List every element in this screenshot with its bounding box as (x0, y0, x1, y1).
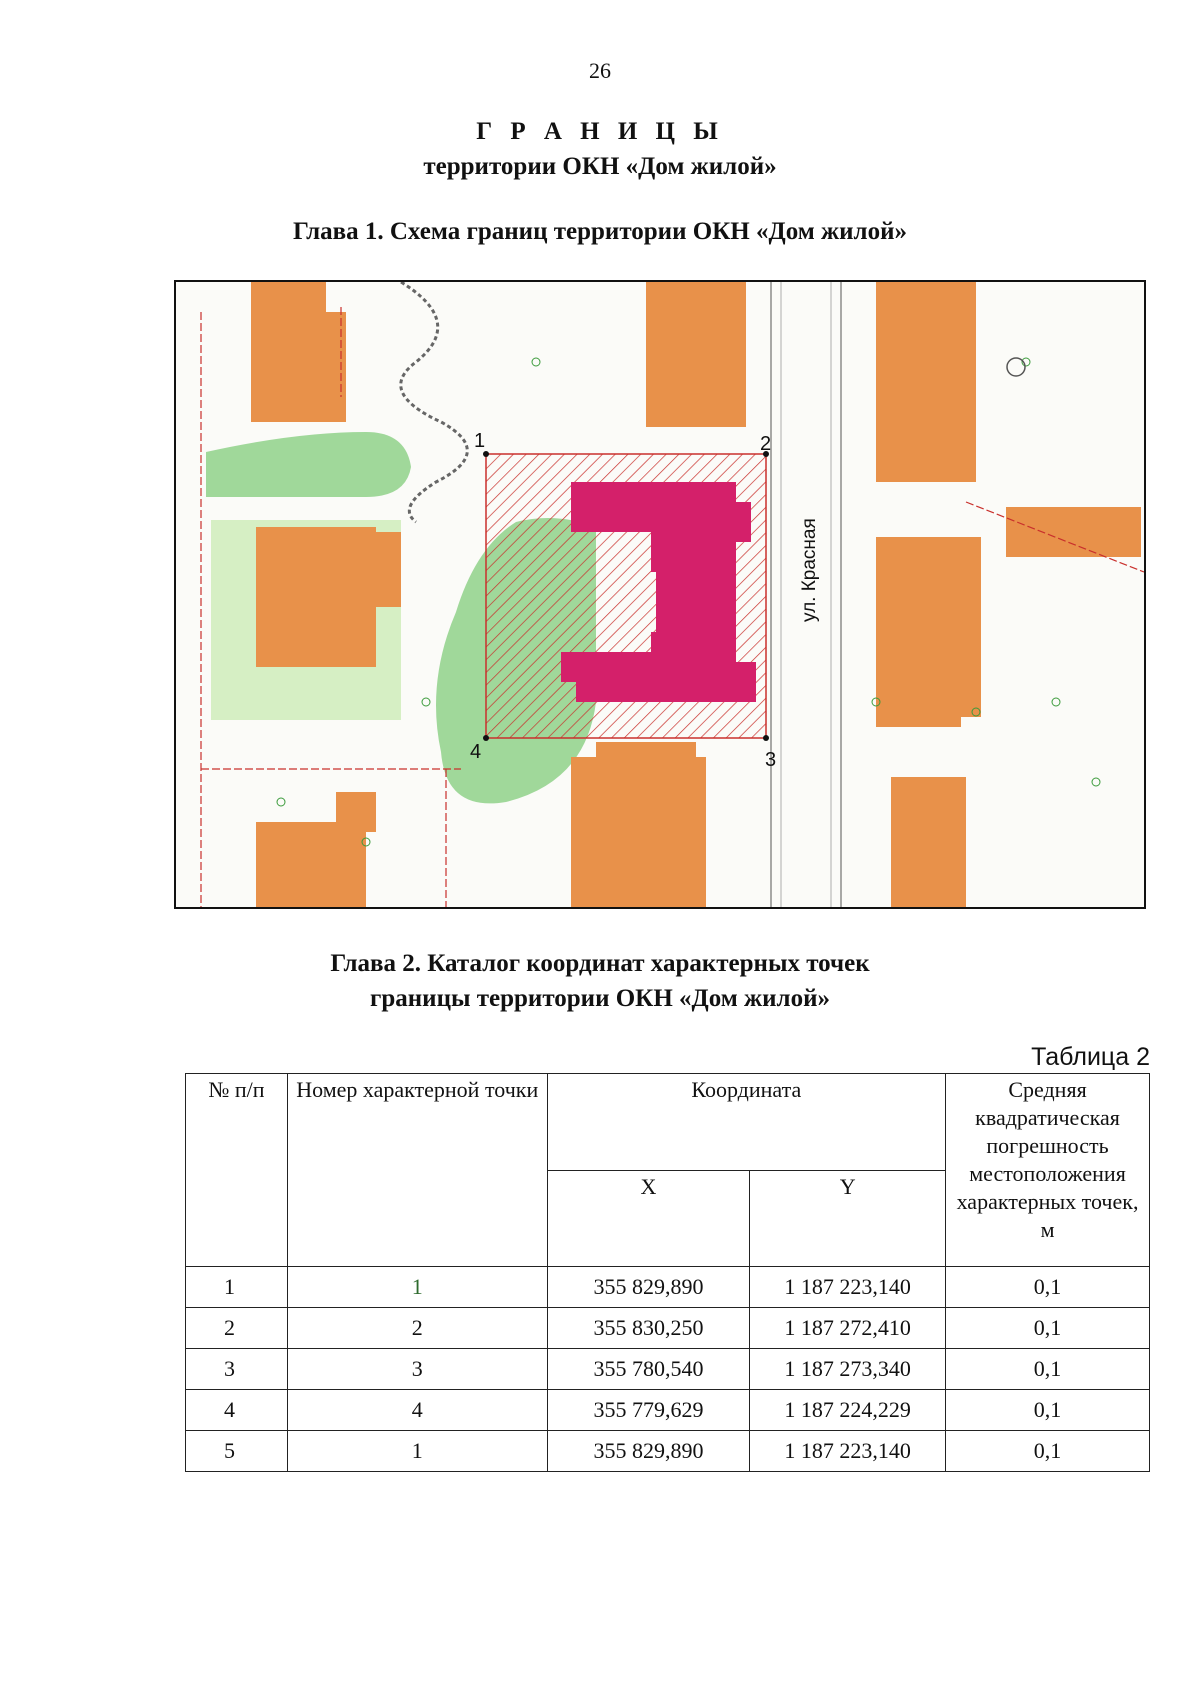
cell-no: 2 (186, 1308, 288, 1349)
cell-point: 2 (287, 1308, 547, 1349)
cell-no: 5 (186, 1431, 288, 1472)
point-4-marker (483, 735, 489, 741)
chapter-2-title-line2: границы территории ОКН «Дом жилой» (370, 985, 830, 1012)
cell-error: 0,1 (946, 1267, 1150, 1308)
header-x: X (547, 1170, 750, 1267)
cell-no: 1 (186, 1267, 288, 1308)
cell-point: 3 (287, 1349, 547, 1390)
chapter-2-title (0, 946, 1200, 1016)
header-no: № п/п (186, 1074, 288, 1267)
cell-x: 355 829,890 (547, 1267, 750, 1308)
footpath (401, 282, 468, 522)
page-number: 26 (589, 58, 611, 83)
street-label: ул. Красная (799, 518, 820, 622)
table-caption: Таблица 2 (1031, 1043, 1150, 1071)
cell-x: 355 830,250 (547, 1308, 750, 1349)
table-row (186, 1349, 1150, 1390)
point-3-label: 3 (765, 749, 777, 771)
chapter-2-title-line1: Глава 2. Каталог координат характерных точек (330, 950, 870, 977)
cell-error: 0,1 (946, 1390, 1150, 1431)
cell-x: 355 780,540 (547, 1349, 750, 1390)
header-error: Средняя квадратическая погрешность местоположения характерных точек, м (946, 1074, 1150, 1267)
chapter-1-title: Глава 1. Схема границ территории ОКН «Дом жилой» (293, 218, 907, 245)
coordinates-catalog-table (185, 1073, 1150, 1472)
boundary-scheme-map (174, 280, 1146, 909)
cell-x: 355 779,629 (547, 1390, 750, 1431)
header-y: Y (750, 1170, 946, 1267)
cell-y: 1 187 273,340 (750, 1349, 946, 1390)
table-row (186, 1431, 1150, 1472)
cell-y: 1 187 272,410 (750, 1308, 946, 1349)
green-area-left (206, 432, 411, 497)
cell-y: 1 187 223,140 (750, 1267, 946, 1308)
cell-point: 4 (287, 1390, 547, 1431)
cell-point: 1 (287, 1431, 547, 1472)
cell-point: 1 (287, 1267, 547, 1308)
header-point: Номер характерной точки (287, 1074, 547, 1267)
point-4-label: 4 (470, 741, 482, 763)
cell-y: 1 187 224,229 (750, 1390, 946, 1431)
roundabout-symbol (1007, 358, 1025, 376)
cell-y: 1 187 223,140 (750, 1431, 946, 1472)
cell-error: 0,1 (946, 1308, 1150, 1349)
point-1-label: 1 (474, 430, 486, 452)
point-3-marker (763, 735, 769, 741)
header-coordinate: Координата (547, 1074, 945, 1171)
cell-no: 4 (186, 1390, 288, 1431)
table-row (186, 1390, 1150, 1431)
cell-no: 3 (186, 1349, 288, 1390)
table-row (186, 1308, 1150, 1349)
cell-x: 355 829,890 (547, 1431, 750, 1472)
cell-error: 0,1 (946, 1431, 1150, 1472)
document-title: Г Р А Н И Ц Ы (476, 118, 724, 145)
document-subtitle: территории ОКН «Дом жилой» (423, 153, 777, 180)
point-2-label: 2 (760, 433, 772, 455)
cell-error: 0,1 (946, 1349, 1150, 1390)
table-row (186, 1267, 1150, 1308)
